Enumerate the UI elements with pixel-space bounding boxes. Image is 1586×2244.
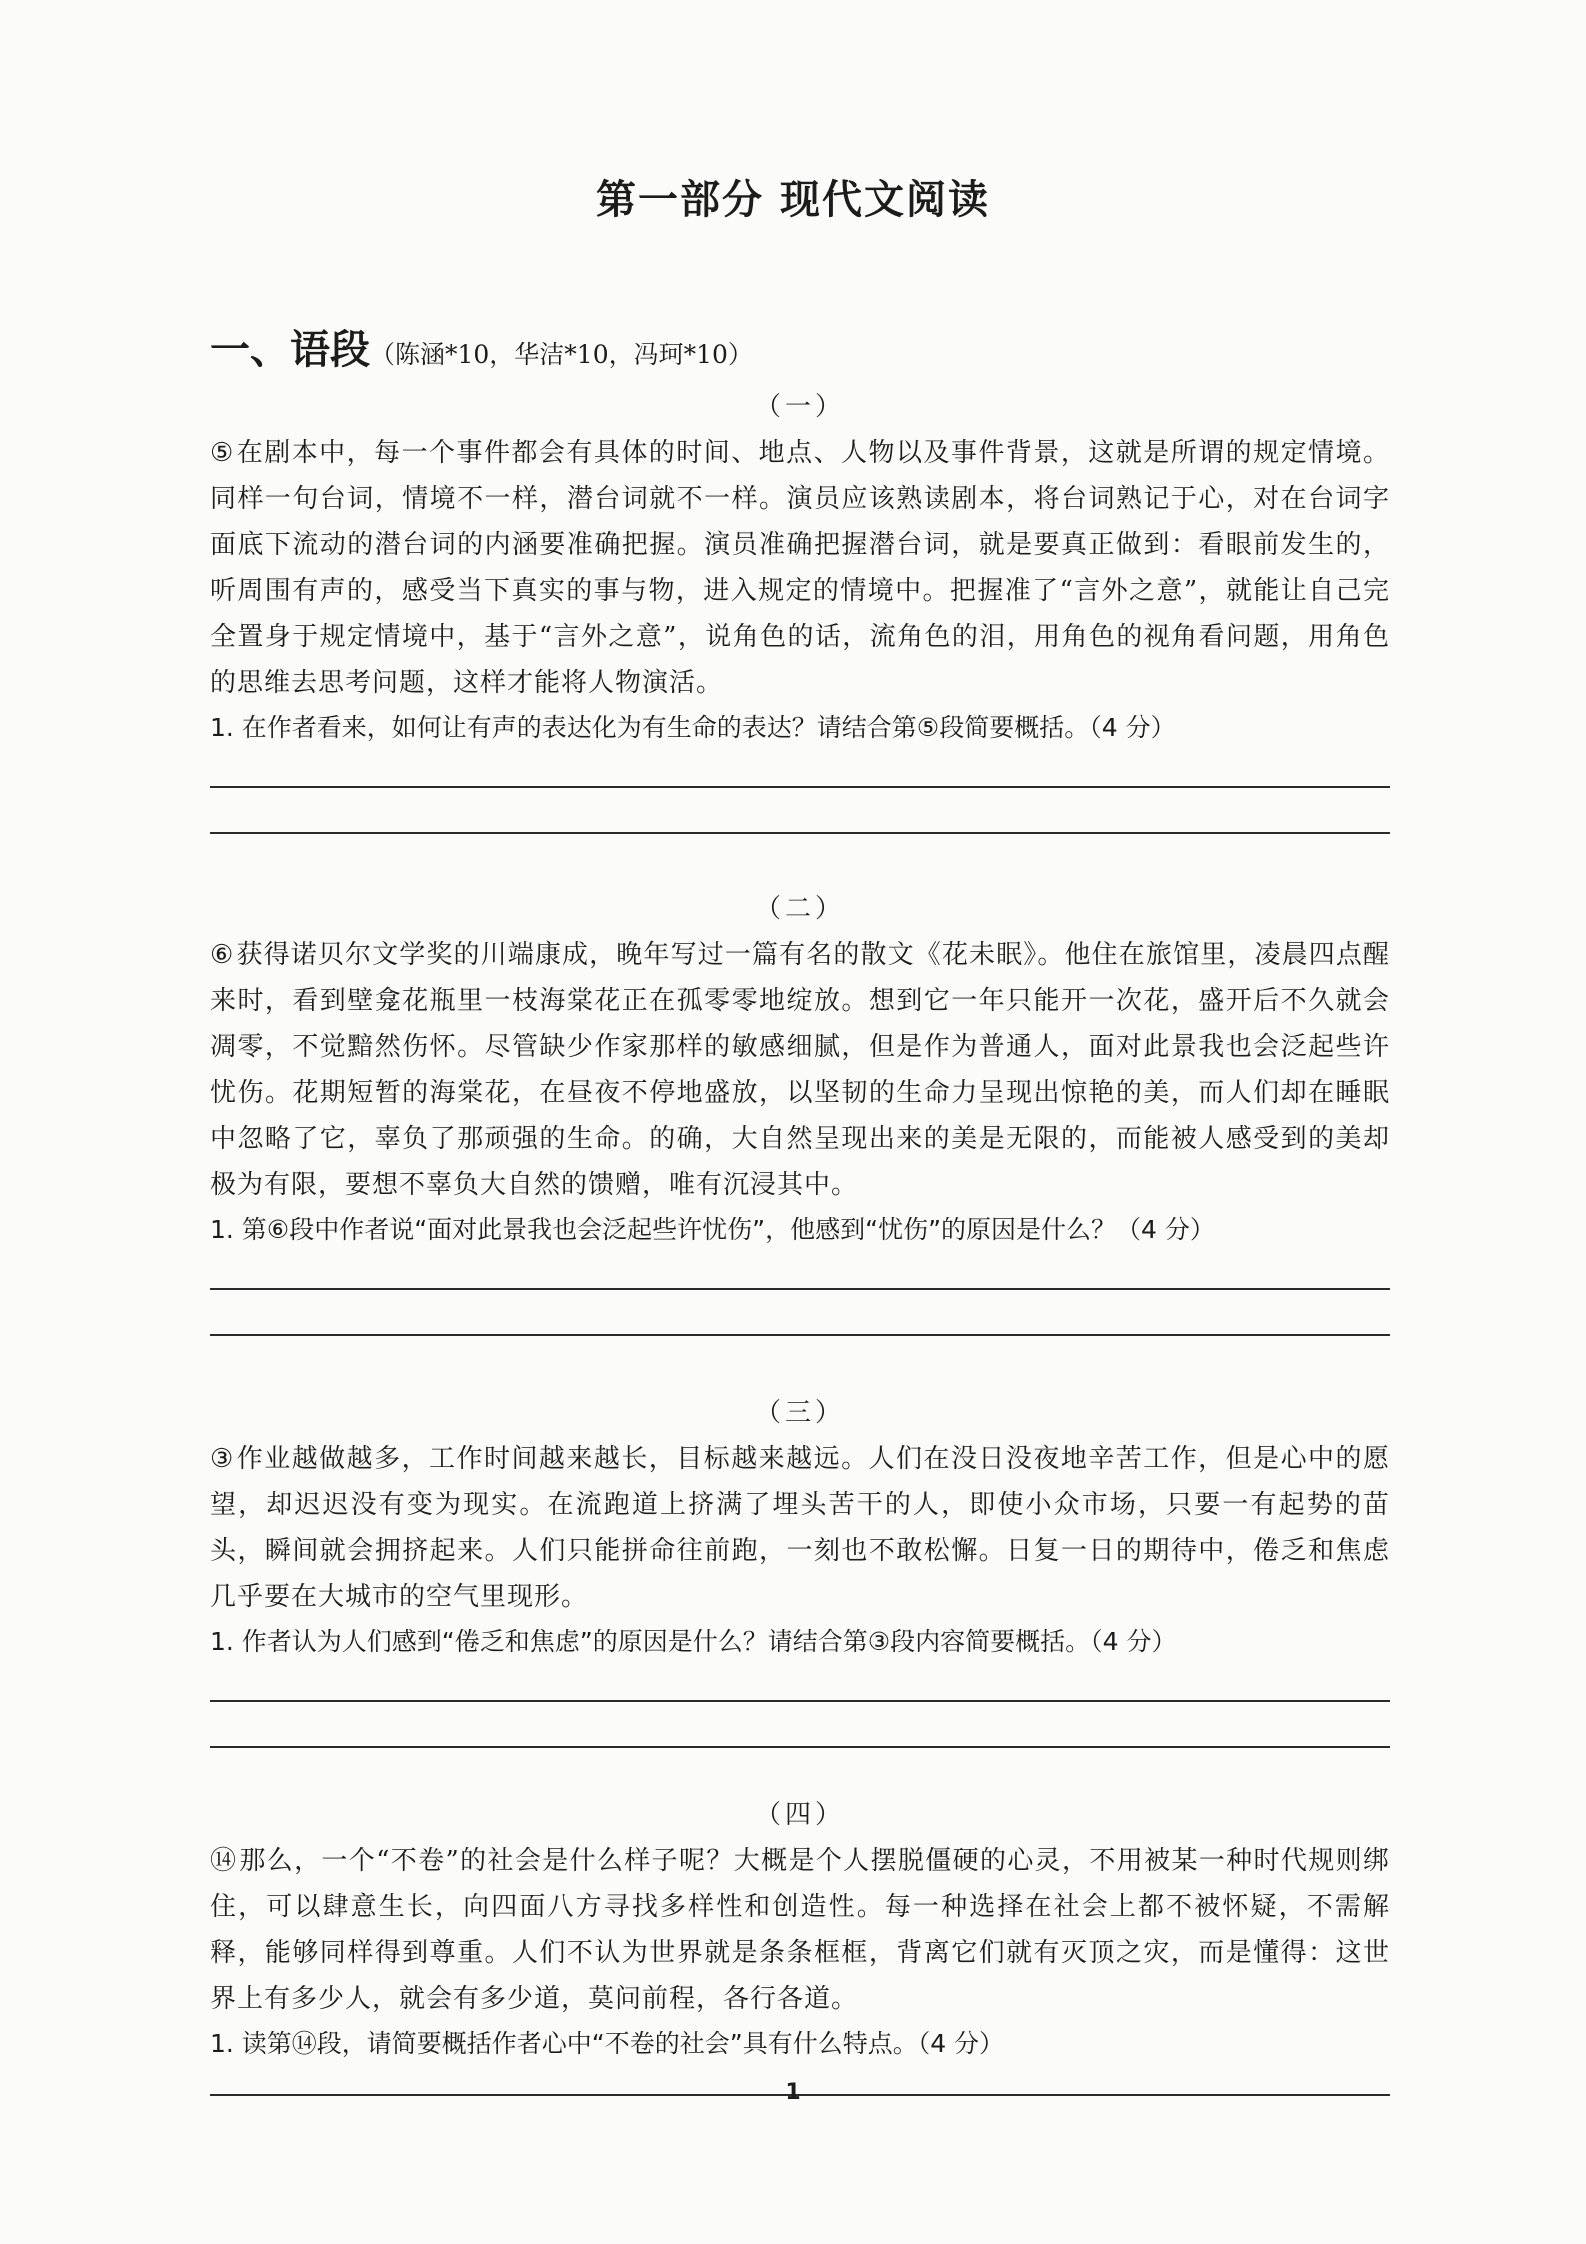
- section-note: （陈涵*10，华洁*10，冯珂*10）: [370, 340, 753, 369]
- question: 1. 读第⑭段，请简要概括作者心中“不卷的社会”具有什么特点。（4 分）: [210, 2029, 1005, 2058]
- question: 1. 作者认为人们感到“倦乏和焦虑”的原因是什么？请结合第③段内容简要概括。（4 分）: [210, 1627, 1177, 1656]
- paragraph-number: ⑤: [210, 438, 235, 468]
- section-heading: [210, 318, 753, 375]
- passage-label: （二）: [754, 894, 845, 924]
- passage-block-2: [210, 890, 1390, 1336]
- answer-line[interactable]: [210, 1700, 1390, 1702]
- paragraph-number: ⑭: [210, 1846, 238, 1876]
- passage-text: [210, 1436, 1390, 1620]
- passage-label: （三）: [754, 1398, 845, 1428]
- passage-block-4: [210, 1796, 1390, 2096]
- page-number: 1: [785, 2080, 801, 2105]
- paragraph-body: 获得诺贝尔文学奖的川端康成，晚年写过一篇有名的散文《花未眠》。他住在旅馆里，凌晨四点醒来时，看到壁龛花瓶里一枝海棠花正在孤零零地绽放。想到它一年只能开一次花，盛开后不久就会凋零，不觉黯然伤怀。尽管缺少作家那样的敏感细腻，但是作为普通人，面对此景我也会泛起些许忧伤。花期短暂的海棠花，在昼夜不停地盛放，以坚韧的生命力呈现出惊艳的美，而人们却在睡眠中忽略了它，辜负了那顽强的生命。的确，大自然呈现出来的美是无限的，而能被人感受到的美却极为有限，要想不辜负大自然的馈赠，唯有沉浸其中。: [210, 940, 1390, 1200]
- question: 1. 第⑥段中作者说“面对此景我也会泛起些许忧伤”，他感到“忧伤”的原因是什么？（4 分）: [210, 1215, 1215, 1244]
- answer-line[interactable]: [210, 1746, 1390, 1748]
- paragraph-body: 作业越做越多，工作时间越来越长，目标越来越远。人们在没日没夜地辛苦工作，但是心中的愿望，却迟迟没有变为现实。在流跑道上挤满了埋头苦干的人，即使小众市场，只要一有起势的苗头，瞬间就会拥挤起来。人们只能拼命往前跑，一刻也不敢松懈。日复一日的期待中，倦乏和焦虑几乎要在大城市的空气里现形。: [210, 1444, 1390, 1612]
- passage-block-1: [210, 388, 1390, 834]
- answer-line[interactable]: [210, 786, 1390, 788]
- paragraph-body: 那么，一个“不卷”的社会是什么样子呢？大概是个人摆脱僵硬的心灵，不用被某一种时代规则绑住，可以肆意生长，向四面八方寻找多样性和创造性。每一种选择在社会上都不被怀疑，不需解释，能够同样得到尊重。人们不认为世界就是条条框框，背离它们就有灭顶之灾，而是懂得：这世界上有多少人，就会有多少道，莫问前程，各行各道。: [210, 1846, 1390, 2014]
- passage-text: [210, 430, 1390, 706]
- paragraph-number: ⑥: [210, 940, 235, 970]
- passage-label: （一）: [754, 392, 845, 422]
- answer-line[interactable]: [210, 1334, 1390, 1336]
- answer-line[interactable]: [210, 1288, 1390, 1290]
- passage-block-3: [210, 1394, 1390, 1748]
- passage-text: [210, 932, 1390, 1208]
- section-title: 一、语段: [210, 327, 370, 373]
- passage-text: [210, 1838, 1390, 2022]
- paragraph-body: 在剧本中，每一个事件都会有具体的时间、地点、人物以及事件背景，这就是所谓的规定情境。同样一句台词，情境不一样，潜台词就不一样。演员应该熟读剧本，将台词熟记于心，对在台词字面底下流动的潜台词的内涵要准确把握。演员准确把握潜台词，就是要真正做到：看眼前发生的，听周围有声的，感受当下真实的事与物，进入规定的情境中。把握准了“言外之意”，就能让自己完全置身于规定情境中，基于“言外之意”，说角色的话，流角色的泪，用角色的视角看问题，用角色的思维去思考问题，这样才能将人物演活。: [210, 438, 1390, 698]
- answer-line[interactable]: [210, 832, 1390, 834]
- passage-label: （四）: [754, 1800, 845, 1830]
- part-title: 第一部分 现代文阅读: [596, 177, 990, 223]
- question: 1. 在作者看来，如何让有声的表达化为有生命的表达？请结合第⑤段简要概括。（4 分）: [210, 713, 1176, 742]
- paragraph-number: ③: [210, 1444, 235, 1474]
